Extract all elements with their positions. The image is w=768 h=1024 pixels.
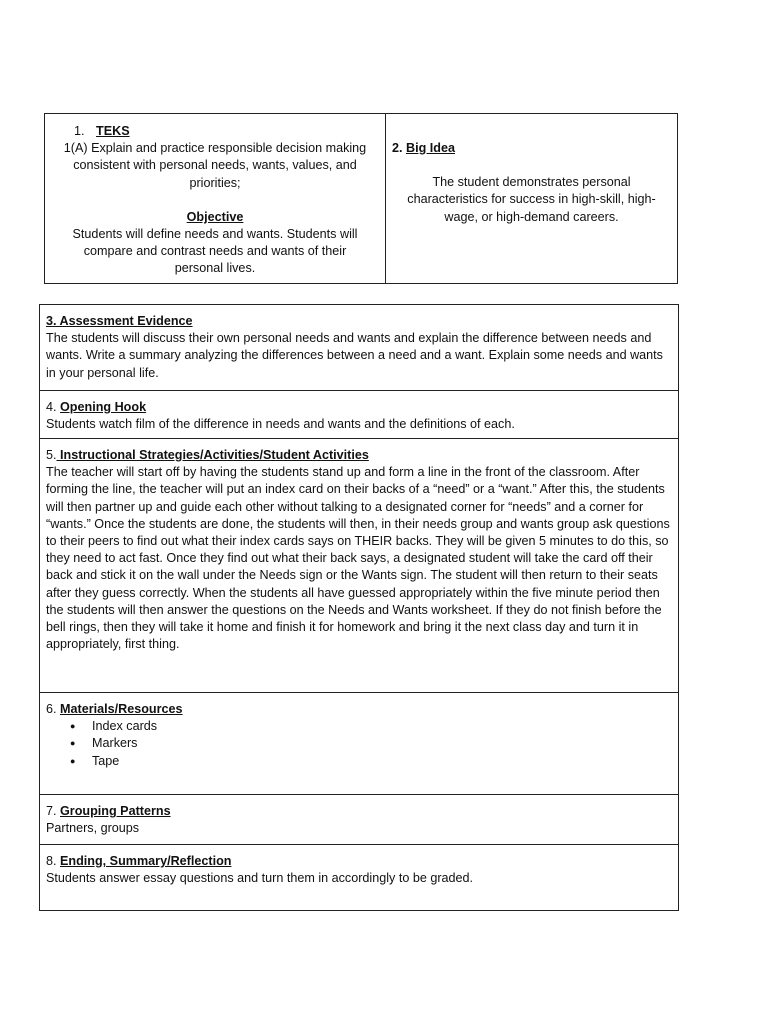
grouping-number: 7. [46, 804, 57, 818]
grouping-title: Grouping Patterns [60, 804, 171, 818]
list-item [70, 753, 672, 770]
objective-title: Objective [186, 209, 244, 224]
materials-number: 6. [46, 702, 57, 716]
instructional-text: The teacher will start off by having the students stand up and form a line in the front of the classroom. After forming the line, the teacher will put an index card on their backs of a “need” or a “want.” After this, the students will then partner up and guide each other without talking to a designated corner for “needs” and a corner for “wants.” Once the students are done, the students will then, in their needs group and wants group ask questions to their peers to find out what their index cards says on THEIR backs. They will be given 5 minutes to do this, so they need to act fast. Once they find out what their back says, a designated student will take the card off their back and stick it on the wall under the Needs sign or the Wants sign. The student will then return to their seats after they guess correctly. When the students all have guessed appropriately within the five minute period then the students will then answer the questions on the Needs and Wants worksheet. If they do not finish before the bell rings, then they will take it home and finish it for homework and bring it the next class day and turn it in appropriately, first thing. [46, 465, 670, 652]
materials-list [46, 718, 672, 770]
opening-hook-title: Opening Hook [60, 400, 147, 414]
instructional-section [40, 439, 678, 693]
assessment-section [40, 305, 678, 391]
bullet-icon: ● [70, 755, 76, 766]
ending-heading [46, 853, 672, 870]
materials-item: Tape [92, 753, 120, 768]
materials-title: Materials/Resources [60, 702, 183, 716]
teks-text: 1(A) Explain and practice responsible decision making consistent with personal needs, wants, values, and priorities; [63, 141, 367, 190]
big-idea-cell [386, 114, 677, 283]
big-idea-text: The student demonstrates personal characteristics for success in high-skill, high-wage, or high-demand careers. [407, 175, 656, 224]
opening-hook-section [40, 391, 678, 439]
opening-hook-text: Students watch film of the difference in needs and wants and the definitions of each. [46, 417, 515, 432]
opening-hook-number: 4. [46, 400, 57, 414]
bullet-icon: ● [70, 738, 76, 749]
assessment-title: 3. Assessment Evidence [46, 314, 193, 328]
big-idea-number: 2. [392, 141, 403, 155]
grouping-text: Partners, groups [46, 821, 140, 836]
instructional-heading [46, 447, 672, 464]
ending-title: Ending, Summary/Reflection [60, 854, 232, 868]
list-item [70, 735, 672, 752]
assessment-text: The students will discuss their own personal needs and wants and explain the difference between needs and wants. Write a summary analyzing the differences between a need and a want. Explain some needs and wants in your personal life. [46, 331, 663, 380]
ending-text: Students answer essay questions and turn them in accordingly to be graded. [46, 871, 474, 886]
teks-number: 1. [74, 124, 85, 138]
ending-section [40, 845, 678, 910]
big-idea-title: Big Idea [406, 141, 456, 155]
materials-section [40, 693, 678, 795]
instructional-number: 5. [46, 448, 57, 462]
big-idea-heading [392, 140, 671, 157]
instructional-title: Instructional Strategies/Activities/Student Activities [56, 448, 369, 462]
teks-heading [59, 123, 371, 140]
materials-heading [46, 701, 672, 718]
grouping-section [40, 795, 678, 845]
list-item [70, 718, 672, 735]
grouping-heading [46, 803, 672, 820]
materials-item: Index cards [92, 719, 158, 734]
bullet-icon: ● [70, 721, 76, 732]
opening-hook-heading [46, 399, 672, 416]
header-table [44, 113, 678, 284]
materials-item: Markers [92, 736, 138, 751]
objective-text: Students will define needs and wants. Students will compare and contrast needs and wants of their personal lives. [72, 227, 358, 276]
teks-cell [45, 114, 386, 283]
ending-number: 8. [46, 854, 57, 868]
lesson-plan-table [39, 304, 679, 911]
teks-title: TEKS [96, 124, 130, 138]
